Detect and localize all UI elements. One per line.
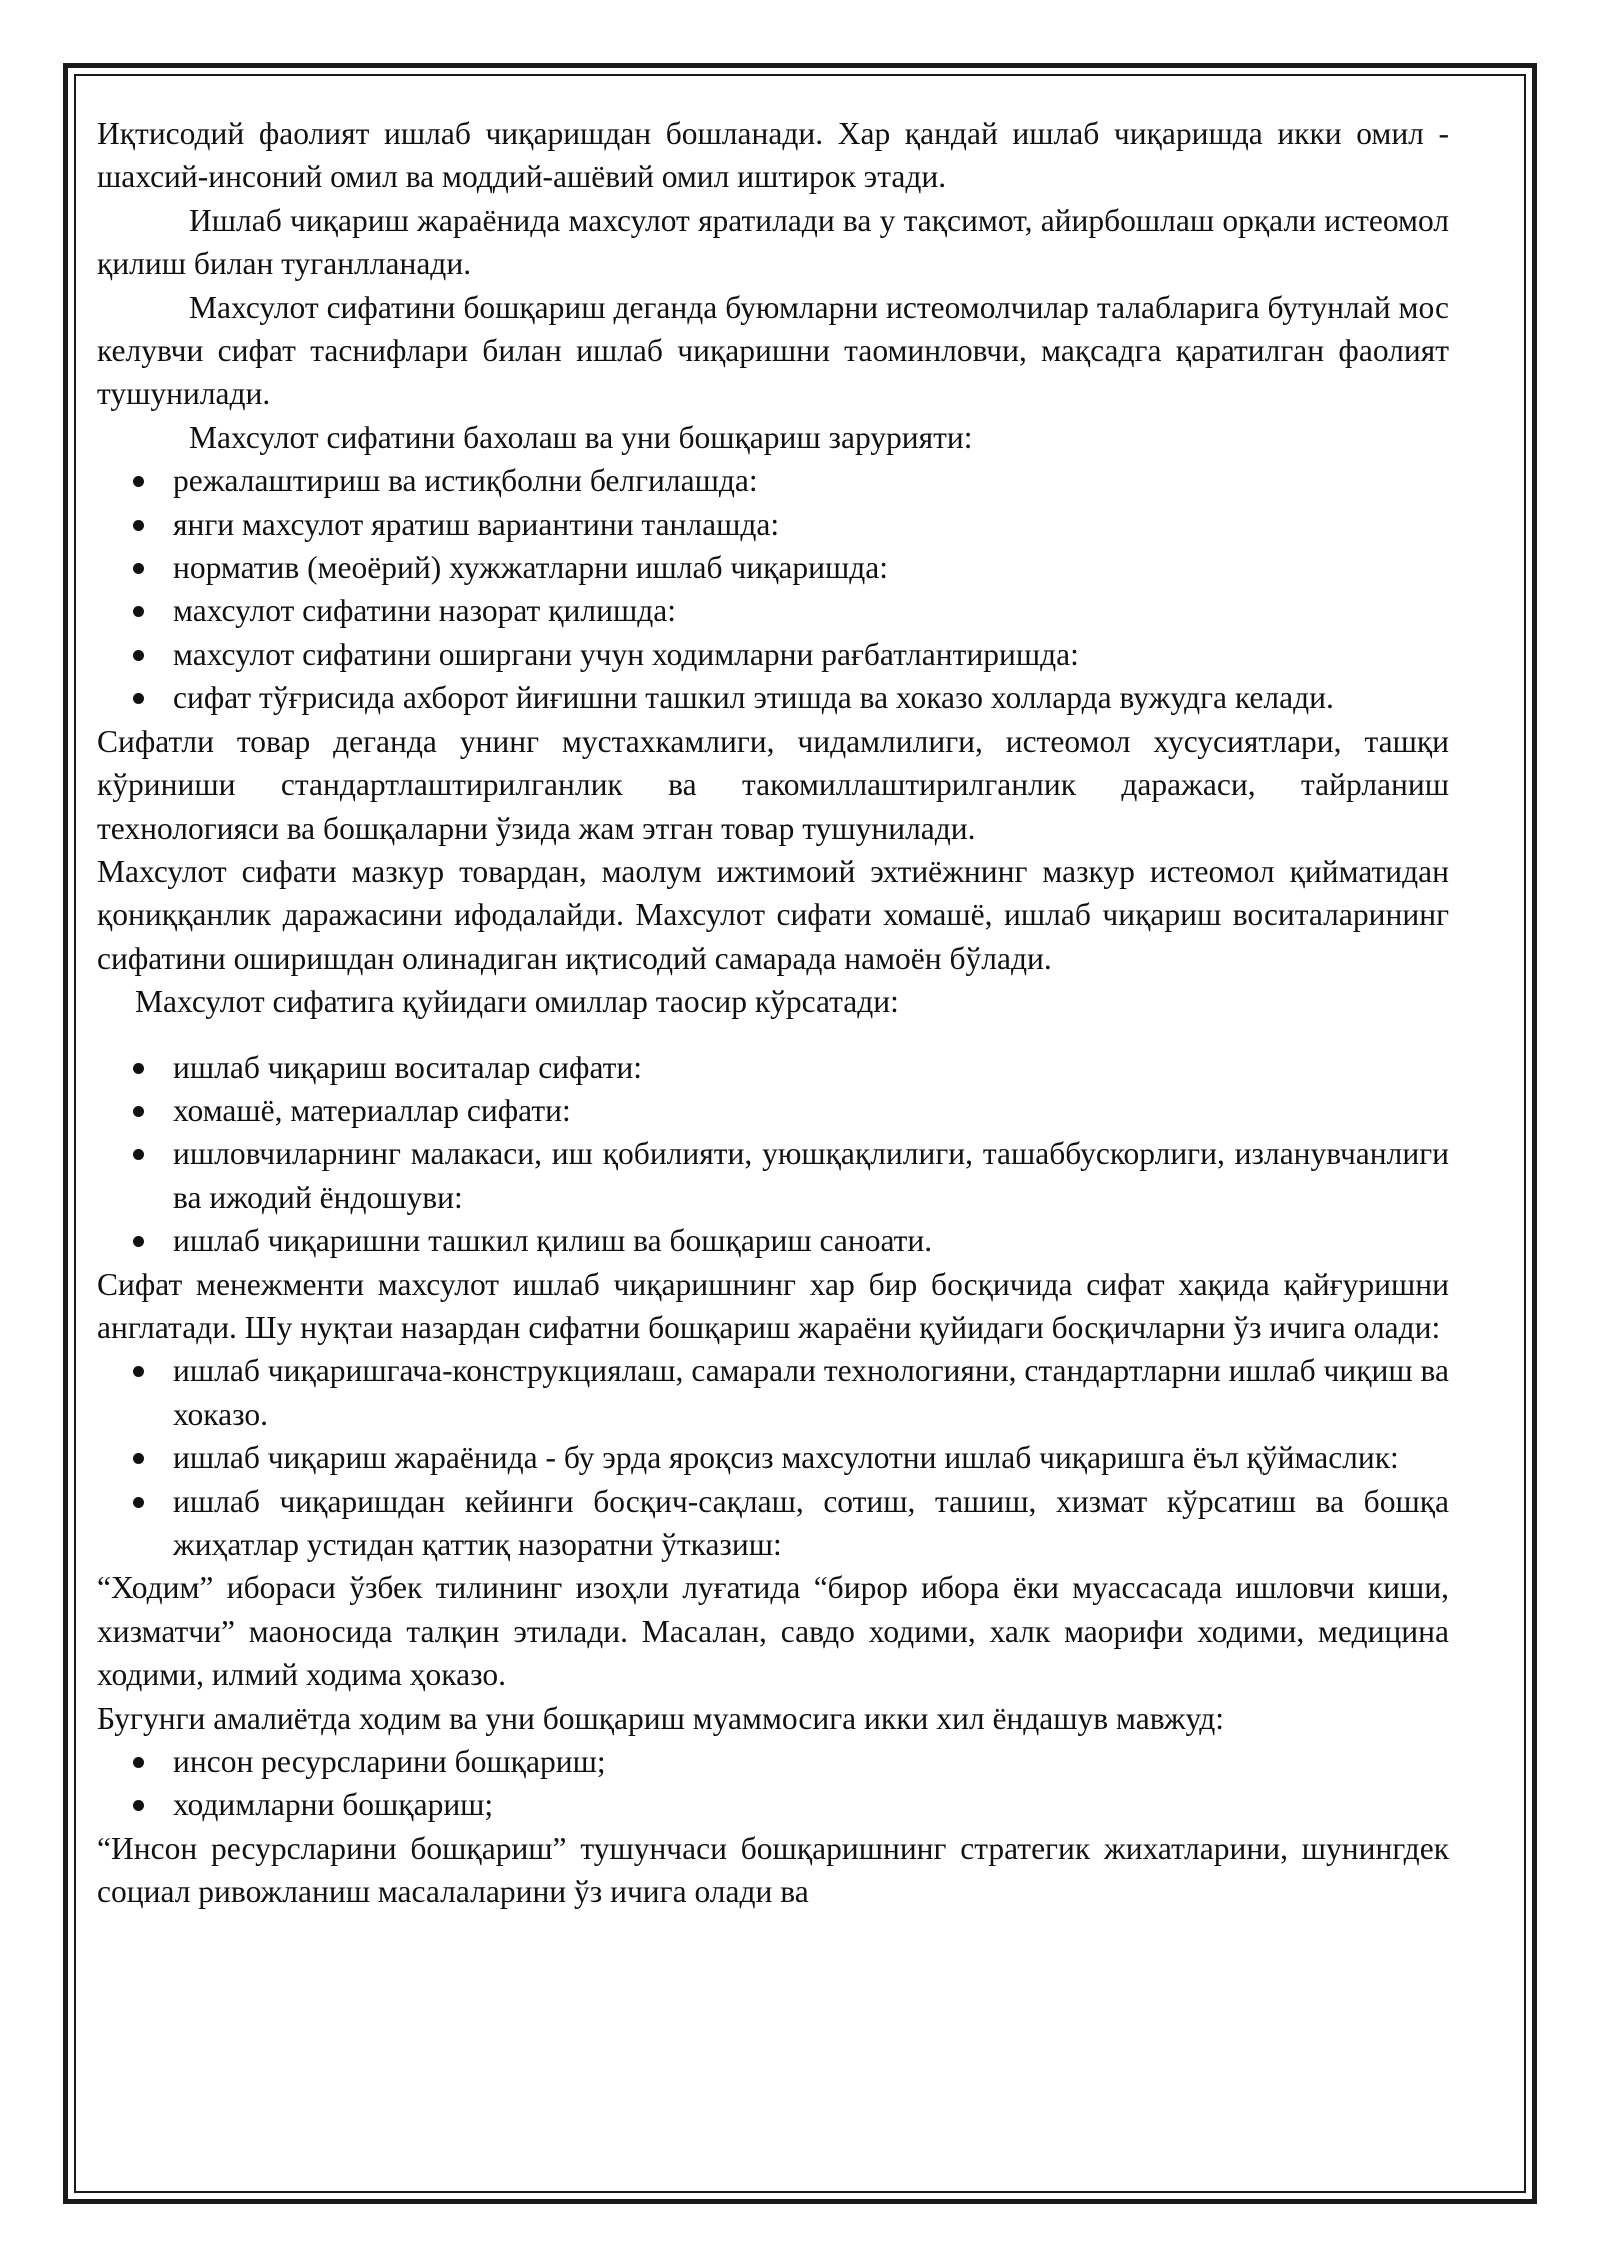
list-item — [97, 1740, 1449, 1783]
bullet-list — [97, 459, 1449, 719]
bullet-icon — [133, 650, 144, 661]
list-item-text: сифат тўғрисида ахборот йиғишни ташкил этишда ва хоказо холларда вужудга келади. — [173, 680, 1334, 716]
list-item — [97, 546, 1449, 589]
bullet-icon — [133, 1800, 144, 1811]
paragraph: “Инсон ресурсларини бошқариш” тушунчаси бошқаришнинг стратегик жихатларини, шунингдек социал ривожланиш масалаларини ўз ичига олади ва — [97, 1830, 1449, 1910]
list-item-text: махсулот сифатини назорат қилишда: — [173, 593, 676, 629]
list-item — [97, 1219, 1449, 1262]
paragraph: Махсулот сифатини бошқариш деганда буюмларни истеомолчилар талабларига бутунлай мос келувчи сифат таснифлари билан ишлаб чиқаришни таоминловчи, мақсадга қаратилган фаолият тушунилади. — [97, 289, 1449, 412]
list-item-text: ходимларни бошқариш; — [173, 1787, 494, 1823]
bullet-icon — [133, 1366, 144, 1377]
list-item-text: ишлаб чиқаришдан кейинги босқич-сақлаш, сотиш, ташиш, хизмат кўрсатиш ва бошқа жиҳатлар устидан қаттиқ назоратни ўтказиш: — [173, 1483, 1449, 1562]
list-item — [97, 633, 1449, 676]
list-item — [97, 1480, 1449, 1567]
paragraph: “Ходим” ибораси ўзбек тилининг изоҳли луғатида “бирор ибора ёки муассасада ишловчи киши, хизматчи” маоносида талқин этилади. Масалан, савдо ходими, халк маорифи ходими, медицина ходими, илмий ходима ҳоказо. — [97, 1570, 1449, 1693]
bullet-icon — [133, 606, 144, 617]
list-item — [97, 503, 1449, 546]
bullet-icon — [133, 520, 144, 531]
bullet-icon — [133, 563, 144, 574]
bullet-icon — [133, 693, 144, 704]
bullet-icon — [133, 1063, 144, 1074]
paragraph: Иқтисодий фаолият ишлаб чиқаришдан бошланади. Хар қандай ишлаб чиқаришда икки омил - шахсий-инсоний омил ва моддий-ашёвий омил иштирок этади. — [97, 116, 1449, 195]
paragraph: Сифатли товар деганда унинг мустахкамлиги, чидамлилиги, истеомол хусусиятлари, ташқи кўриниши стандартлаштирилганлик ва такомиллаштирилганлик даражаси, тайрланиш технологияси ва бошқаларни ўзида жам этган товар тушунилади. — [97, 723, 1449, 846]
list-item-text: ишлаб чиқариш жараёнида - бу эрда яроқсиз махсулотни ишлаб чиқаришга ёъл қўймаслик: — [173, 1440, 1399, 1476]
list-item-text: ишловчиларнинг малакаси, иш қобилияти, уюшқақлилиги, ташаббускорлиги, изланувчанлиги ва ижодий ёндошуви: — [173, 1136, 1449, 1215]
list-item — [97, 1349, 1449, 1436]
paragraph: Ишлаб чиқариш жараёнида махсулот яратилади ва у тақсимот, айирбошлаш орқали истеомол қилиш билан туганлланади. — [97, 202, 1449, 282]
list-item-text: ишлаб чиқариш воситалар сифати: — [173, 1049, 642, 1085]
bullet-icon — [133, 1453, 144, 1464]
bullet-icon — [133, 1757, 144, 1768]
paragraph: Махсулот сифатини бахолаш ва уни бошқариш зарурияти: — [189, 419, 973, 455]
bullet-list — [97, 1046, 1449, 1263]
list-item — [97, 1132, 1449, 1219]
list-item-text: норматив (меоёрий) хужжатларни ишлаб чиқаришда: — [173, 550, 889, 586]
list-item — [97, 1783, 1449, 1826]
list-item-text: янги махсулот яратиш вариантини танлашда: — [173, 506, 780, 542]
bullet-icon — [133, 1106, 144, 1117]
list-item — [97, 1089, 1449, 1132]
list-item-text: махсулот сифатини оширгани учун ходимларни рағбатлантиришда: — [173, 636, 1079, 672]
list-item — [97, 1436, 1449, 1479]
list-item — [97, 589, 1449, 632]
bullet-icon — [133, 1149, 144, 1160]
document-page — [97, 112, 1449, 1914]
paragraph: Бугунги амалиётда ходим ва уни бошқариш муаммосига икки хил ёндашув мавжуд: — [97, 1700, 1225, 1736]
list-item-text: ишлаб чиқаришгача-конструкциялаш, самарали технологияни, стандартларни ишлаб чиқиш ва хоказо. — [173, 1353, 1449, 1432]
bullet-icon — [133, 1236, 144, 1247]
list-item-text: инсон ресурсларини бошқариш; — [173, 1744, 606, 1780]
bullet-list — [97, 1349, 1449, 1566]
list-item — [97, 459, 1449, 502]
list-item-text: режалаштириш ва истиқболни белгилашда: — [173, 463, 758, 499]
paragraph: Махсулот сифатига қуйидаги омиллар таосир кўрсатади: — [135, 984, 899, 1020]
bullet-icon — [133, 1497, 144, 1508]
list-item — [97, 676, 1449, 719]
list-item — [97, 1046, 1449, 1089]
bullet-list — [97, 1740, 1449, 1827]
bullet-icon — [133, 476, 144, 487]
paragraph: Сифат менежменти махсулот ишлаб чиқаришнинг хар бир босқичида сифат хақида қайғуришни англатади. Шу нуқтаи назардан сифатни бошқариш жараёни қуйидаги босқичларни ўз ичига олади: — [97, 1266, 1449, 1345]
paragraph: Махсулот сифати мазкур товардан, маолум ижтимоий эхтиёжнинг мазкур истеомол қийматидан қониққанлик даражасини ифодалайди. Махсулот сифати хомашё, ишлаб чиқариш воситаларининг сифатини оширишдан олинадиган иқтисодий самарада намоён бўлади. — [97, 853, 1449, 976]
list-item-text: хомашё, материаллар сифати: — [173, 1092, 571, 1128]
list-item-text: ишлаб чиқаришни ташкил қилиш ва бошқариш саноати. — [173, 1223, 933, 1259]
